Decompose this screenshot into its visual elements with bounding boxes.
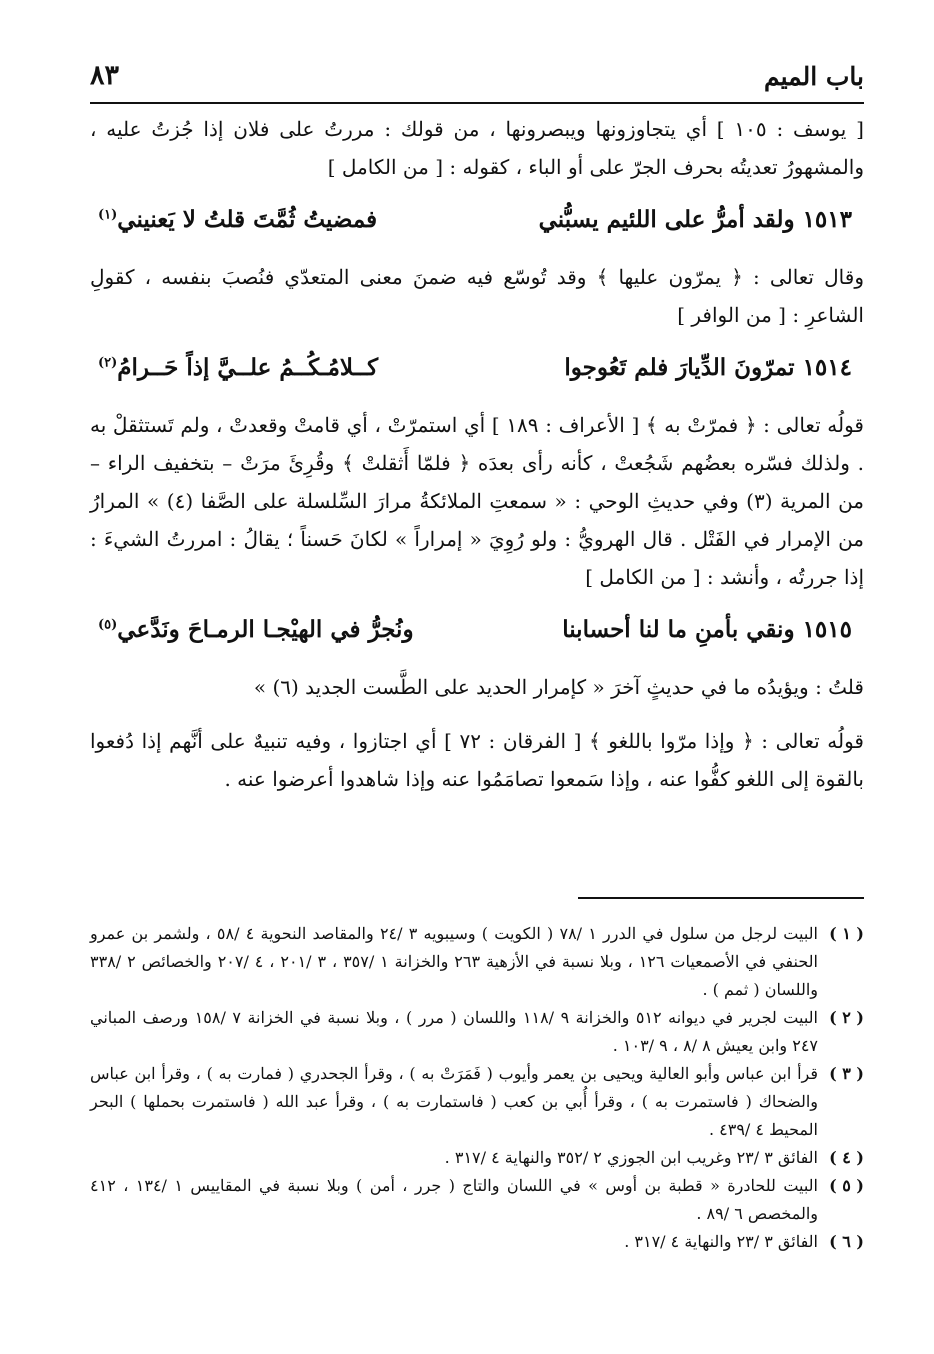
verse-second-hemistich <box>98 354 378 381</box>
verse-second-text: فمضيتُ ثُمَّتَ قلتُ لا يَعنيني <box>117 206 378 233</box>
footnote-ref: (٥) <box>98 617 118 633</box>
footnote-ref: (٢) <box>98 355 118 371</box>
footnote <box>90 1004 864 1060</box>
footnote <box>90 1060 864 1144</box>
footnote-ref: (١) <box>98 207 118 223</box>
chapter-title: باب الميم <box>763 62 864 91</box>
paragraph: قلتُ : ويؤيدُه ما في حديثٍ آخرَ « كإمرار الحديد على الطَّست الجديد (٦) » <box>253 675 864 699</box>
footnote-text: البيت لجرير في ديوانه ٥١٢ والخزانة ٩ /١١٨ واللسان ( مرر ) ، وبلا نسبة في الخزانة ٧ /١٥٨ ورصف المباني ٢٤٧ وابن يعيش ٨ /٨ ، ٩ /١٠٣ . <box>90 1008 818 1055</box>
paragraph: قولُه تعالى : ﴿ وإذا مرّوا باللغو ﴾ [ الفرقان : ٧٢ ] أي اجتازوا ، وفيه تنبيهٌ على أنَّهم إذا دُفعوا بالقوة إلى اللغو كفُّوا عنه ، وإذا سَمعوا تصامَمُوا عنه وإذا شاهدوا أعرضوا عنه . <box>90 729 864 791</box>
footnote-number: ( ٤ ) <box>829 1148 864 1167</box>
footnote <box>90 1144 864 1172</box>
paragraph: وقال تعالى : ﴿ يمرّون عليها ﴾ وقد تُوسّع فيه ضمنَ معنى المتعدّي فنُصبَ بنفسه ، كقولِ الشاعرِ : [ من الوافر ] <box>90 265 864 327</box>
footnote-number: ( ١ ) <box>829 924 864 943</box>
footnote-number: ( ٢ ) <box>829 1008 864 1027</box>
verse-1514 <box>90 344 864 396</box>
footnote-number: ( ٥ ) <box>829 1176 864 1195</box>
footnote-text: الفائق ٣ /٢٣ والنهاية ٤ /٣١٧ . <box>624 1232 818 1251</box>
footnote-text: البيت للحادرة « قطبة بن أوس » في اللسان والتاج ( جرر ، أمن ) وبلا نسبة في المقاييس ١ /١٣٤ ، ٤١٢ والمخصص ٦ /٨٩ . <box>90 1176 819 1223</box>
header-rule <box>90 102 864 104</box>
footnote-text: قرأ ابن عباس وأبو العالية ويحيى بن يعمر وأيوب ( فَمَرَتْ به ) ، وقرأ الجحدري ( فمارت به ) ، وقرأ ابن عباس والضحاك ( فاستمرت به ) ، وقرأ أُبي بن كعب ( فاستمارت به ) ، وقرأ عبد الله ( فاستمرت بحملها ) البحر المحيط ٤ /٤٣٩ . <box>90 1064 818 1139</box>
verse-1515 <box>90 606 864 658</box>
verse-first-hemistich: ١٥١٣ ولقد أمرُّ على اللئيم يسبُّني <box>538 206 852 233</box>
verse-second-hemistich <box>98 616 414 643</box>
verse-first-hemistich: ١٥١٥ ونقي بأمنِ ما لنا أحسابنا <box>562 616 852 643</box>
footnote-text: الفائق ٣ /٢٣ وغريب ابن الجوزي ٢ /٣٥٢ والنهاية ٤ /٣١٧ . <box>444 1148 818 1167</box>
page-number: ٨٣ <box>90 60 120 91</box>
footnote-rule <box>578 897 864 899</box>
verse-first-hemistich: ١٥١٤ تمرّونَ الدِّيارَ فلم تَعُوجوا <box>564 354 852 381</box>
verse-1513 <box>90 196 864 248</box>
footnote <box>90 1172 864 1228</box>
verse-second-text: ونُجرُّ في الهيْجـا الرمـاحَ ونَدَّعي <box>117 616 414 643</box>
footnote <box>90 920 864 1004</box>
verse-second-hemistich <box>98 206 377 233</box>
verse-second-text: كــلامُـكُــمُ علــيَّ إذاً حَــرامُ <box>117 354 379 381</box>
footnote-number: ( ٦ ) <box>829 1232 864 1251</box>
page-header <box>90 54 864 94</box>
paragraph: قولُه تعالى : ﴿ فمرّتْ به ﴾ [ الأعراف : ١٨٩ ] أي استمرّتْ ، أي قامتْ وقعدتْ ، ولم تَستثقلْ به . ولذلك فسّره بعضُهم شَجُعتْ ، كأنه رأى بعدَه ﴿ فلمّا أَثقلتْ ﴾ وقُرِئَ مرَتْ – بتخفيف الراء – من المرية (٣) وفي حديثِ الوحي : « سمعتِ الملائكةُ مرارَ السِّلسلة على الصَّفا (٤) » المرارُ من الإمرار في الفَتْل . قال الهرويُّ : ولو رُوِيَ « إمراراً » لكانَ حَسناً ؛ يقالُ : امررتُ الشيءَ : إذا جررتُه ، وأنشد : [ من الكامل ] <box>90 413 865 589</box>
footnote-number: ( ٣ ) <box>829 1064 864 1083</box>
footnotes <box>90 920 864 1256</box>
footnote-text: البيت لرجل من سلول في الدرر ١ /٧٨ ( الكويت ) وسيبويه ٣ /٢٤ والمقاصد النحوية ٤ /٥٨ ، ولشمر بن عمرو الحنفي في الأصمعيات ١٢٦ ، وبلا نسبة في الأزهية ٢٦٣ والخزانة ١ /٣٥٧ ، ٣ /٢٠١ ، ٤ /٢٠٧ والخصائص ٢ /٣٣٨ واللسان ( ثمم ) . <box>90 924 819 999</box>
paragraph: [ يوسف : ١٠٥ ] أي يتجاوزونها ويبصرونها ، من قولك : مررتُ على فلان إذا جُزتُ عليه ، والمشهورُ تعديتُه بحرف الجرّ على أو الباء ، كقوله : [ من الكامل ] <box>90 117 864 179</box>
footnote <box>90 1228 864 1256</box>
main-text <box>90 110 864 798</box>
